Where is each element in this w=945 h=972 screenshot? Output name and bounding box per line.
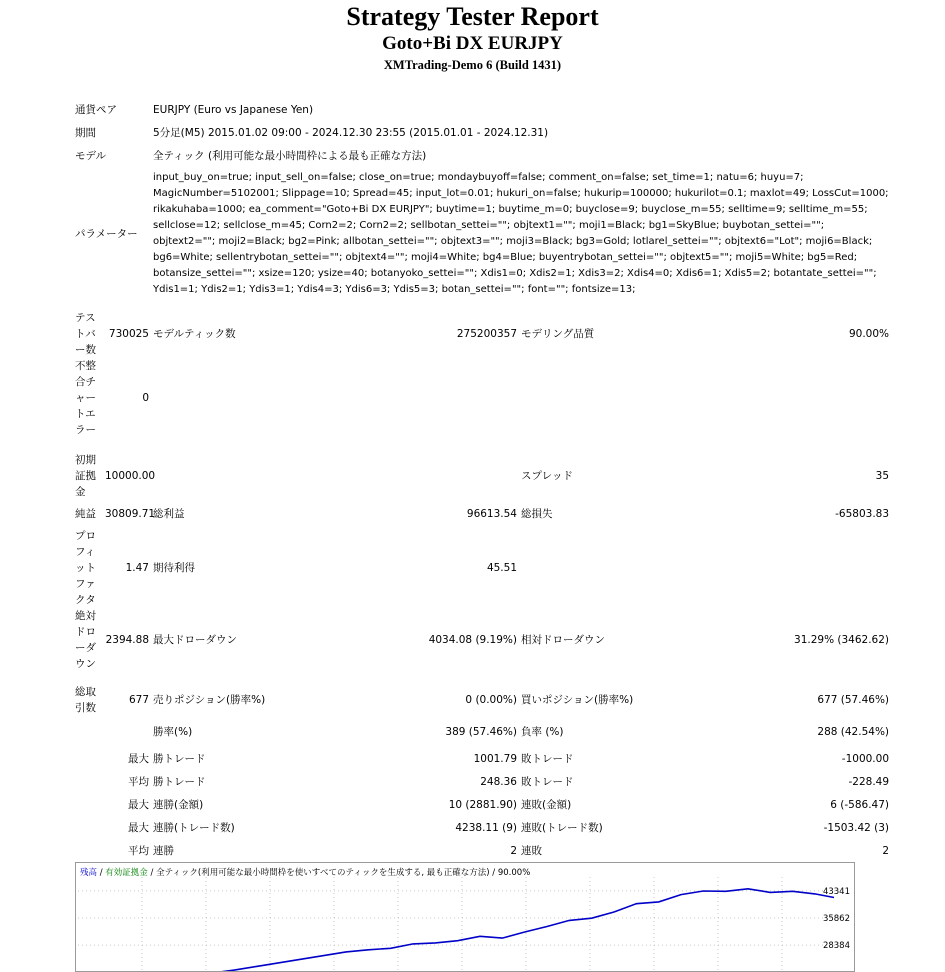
largest-row	[73, 747, 891, 770]
net-value: 30809.71	[105, 508, 156, 520]
rel-dd-value: 31.29% (3462.62)	[794, 634, 890, 646]
max-consec-prefix: 最大	[128, 798, 149, 811]
mismatch-label: 不整合チャートエラー	[75, 360, 96, 436]
max-consec-profit-value: 4238.11 (9)	[455, 821, 517, 834]
pf-label: プロフィットファクタ	[75, 530, 96, 606]
largest-win-label: 勝トレード	[153, 752, 206, 765]
avg-loss-label: 敗トレード	[521, 775, 574, 788]
model-row	[73, 144, 891, 168]
report-title: Strategy Tester Report	[346, 2, 599, 31]
graph-plot	[76, 863, 854, 971]
trades-value: 677	[128, 694, 149, 706]
avg-win-value: 248.36	[480, 775, 517, 788]
avg-consec-losses-label: 連敗	[521, 844, 542, 857]
y-tick-label: 35862	[822, 913, 850, 924]
max-consec-losses-value: 6 (-586.47)	[830, 798, 890, 811]
report-table	[73, 98, 891, 862]
legend-model: / 全ティック(利用可能な最小時間枠を使いすべてのティックを生成する, 最も正確な方法) / 90.00%	[147, 868, 531, 878]
max-dd-value: 4034.08 (9.19%)	[428, 634, 517, 646]
max-consec-amount-row	[73, 816, 891, 839]
balance-series-line	[78, 889, 834, 971]
max-consec-wins-value: 10 (2881.90)	[448, 798, 517, 811]
lossrate-label: 負率 (%)	[521, 725, 564, 738]
legend-equity: 有効証拠金	[105, 868, 148, 878]
model-value: 全ティック (利用可能な最小時間枠による最も正確な方法)	[153, 150, 427, 162]
params-label: パラメーター	[75, 228, 138, 240]
max-consec-amount-prefix: 最大	[128, 821, 149, 834]
deposit-row	[73, 452, 891, 500]
symbol-value: EURJPY (Euro vs Japanese Yen)	[153, 104, 314, 116]
avg-consec-losses-value: 2	[882, 844, 890, 857]
abs-dd-label: 絶対ドローダウン	[75, 610, 96, 670]
largest-loss-value: -1000.00	[841, 752, 890, 765]
max-consec-loss-value: -1503.42 (3)	[823, 821, 890, 834]
expected-value: 45.51	[486, 562, 517, 574]
net-label: 純益	[75, 508, 96, 520]
largest-loss-label: 敗トレード	[521, 752, 574, 765]
balance-graph	[75, 862, 855, 972]
ticks-value: 275200357	[456, 328, 517, 340]
report-server: XMTrading-Demo 6 (Build 1431)	[383, 58, 562, 72]
spread-value: 35	[875, 470, 890, 482]
y-tick-label: 28384	[822, 941, 850, 952]
quality-label: モデリング品質	[521, 328, 595, 340]
max-consec-wins-label: 連勝(金額)	[153, 798, 204, 811]
avg-loss-value: -228.49	[848, 775, 890, 788]
average-prefix: 平均	[128, 775, 149, 788]
short-value: 0 (0.00%)	[465, 694, 517, 706]
trades-label: 総取引数	[75, 686, 96, 714]
quality-value: 90.00%	[848, 328, 890, 340]
dd-row	[73, 608, 891, 672]
avg-consec-wins-label: 連勝	[153, 844, 174, 857]
long-label: 買いポジション(勝率%)	[521, 694, 634, 706]
long-value: 677 (57.46%)	[817, 694, 890, 706]
pf-row	[73, 528, 891, 608]
short-label: 売りポジション(勝率%)	[153, 694, 266, 706]
gross-loss-label: 総損失	[521, 508, 553, 520]
report-header	[0, 2, 945, 73]
symbol-row	[73, 98, 891, 122]
period-label: 期間	[75, 127, 96, 139]
mismatch-value: 0	[142, 392, 149, 404]
lossrate-value: 288 (42.54%)	[817, 725, 890, 738]
winrate-row	[73, 716, 891, 747]
period-row	[73, 122, 891, 144]
bars-value: 730025	[108, 328, 149, 340]
pf-value: 1.47	[125, 562, 149, 574]
gross-profit-value: 96613.54	[466, 508, 517, 520]
abs-dd-value: 2394.88	[105, 634, 149, 646]
average-row	[73, 770, 891, 793]
winrate-label: 勝率(%)	[153, 725, 193, 738]
deposit-label: 初期証拠金	[75, 454, 96, 498]
params-value: input_buy_on=true; input_sell_on=false; close_on=true; mondaybuyoff=false; comment_on=false; set_time=1; natu=6; huyu=7; MagicNumber=5102001; Slippage=10; Spread=45; input_lot=0.01; hukuri_on=false; hukurip=100000; hukurilot=0.1; maxlot=49; LossCut=1000; rikakuhaba=1000; ea_comment="Goto+Bi DX EURJPY"; buytime=1; buytime_m=0; buyclose=9; buyclose_m=55; selltime=9; selltime_m=55; sellclose=12; sellclose_m=45; Corn2=2; Corn2=2; sellbotan_settei=""; objtext1=""; moji1=Black; bg1=SkyBlue; buybotan_settei=""; objtext2=""; moji2=Black; bg2=Pink; allbotan_settei=""; objtext3=""; moji3=Black; bg3=Gold; lotlarel_settei=""; objtext6="Lot"; moji6=Black; bg6=White; sellentrybotan_settei=""; objtext4=""; moji4=White; bg4=Blue; buyentrybotan_settei=""; objtext5=""; moji5=White; bg5=Red; botansize_settei=""; xsize=120; ysize=40; botanyoko_settei=""; Xdis1=0; Xdis2=1; Xdis3=2; Xdis4=0; Xdis6=1; Xdis5=2; botantate_settei=""; Ydis1=1; Ydis2=1; Ydis3=1; Ydis4=3; Ydis6=3; Ydis5=3; botan_settei=""; font=""; fontsize=13;	[153, 172, 889, 295]
legend-separator: /	[97, 868, 106, 878]
y-tick-label: 43341	[822, 886, 850, 897]
symbol-label: 通貨ペア	[75, 104, 117, 116]
largest-win-value: 1001.79	[473, 752, 517, 765]
avg-consec-wins-value: 2	[510, 844, 517, 857]
max-dd-label: 最大ドローダウン	[153, 634, 237, 646]
gross-profit-label: 総利益	[153, 508, 185, 520]
period-value: 5分足(M5) 2015.01.02 09:00 - 2024.12.30 23:55 (2015.01.01 - 2024.12.31)	[153, 127, 549, 139]
spread-label: スプレッド	[521, 470, 573, 482]
avg-consec-prefix: 平均	[128, 844, 149, 857]
bars-row	[73, 310, 891, 358]
expected-label: 期待利得	[153, 562, 195, 574]
avg-win-label: 勝トレード	[153, 775, 206, 788]
gross-loss-value: -65803.83	[835, 508, 890, 520]
bars-label: テストバー数	[75, 312, 96, 356]
mismatch-row	[73, 358, 891, 438]
largest-prefix: 最大	[128, 752, 149, 765]
params-row	[73, 168, 891, 300]
avg-consec-row	[73, 839, 891, 862]
net-row	[73, 500, 891, 528]
max-consec-row	[73, 793, 891, 816]
report-subtitle: Goto+Bi DX EURJPY	[382, 33, 563, 54]
ticks-label: モデルティック数	[153, 328, 236, 340]
model-label: モデル	[75, 150, 106, 162]
trades-row	[73, 684, 891, 716]
max-consec-losses-label: 連敗(金額)	[521, 798, 572, 811]
max-consec-profit-label: 連勝(トレード数)	[153, 821, 235, 834]
max-consec-loss-label: 連敗(トレード数)	[521, 821, 603, 834]
legend-balance: 残高	[80, 868, 98, 878]
rel-dd-label: 相対ドローダウン	[521, 634, 605, 646]
winrate-value: 389 (57.46%)	[445, 725, 517, 738]
deposit-value: 10000.00	[105, 470, 156, 482]
